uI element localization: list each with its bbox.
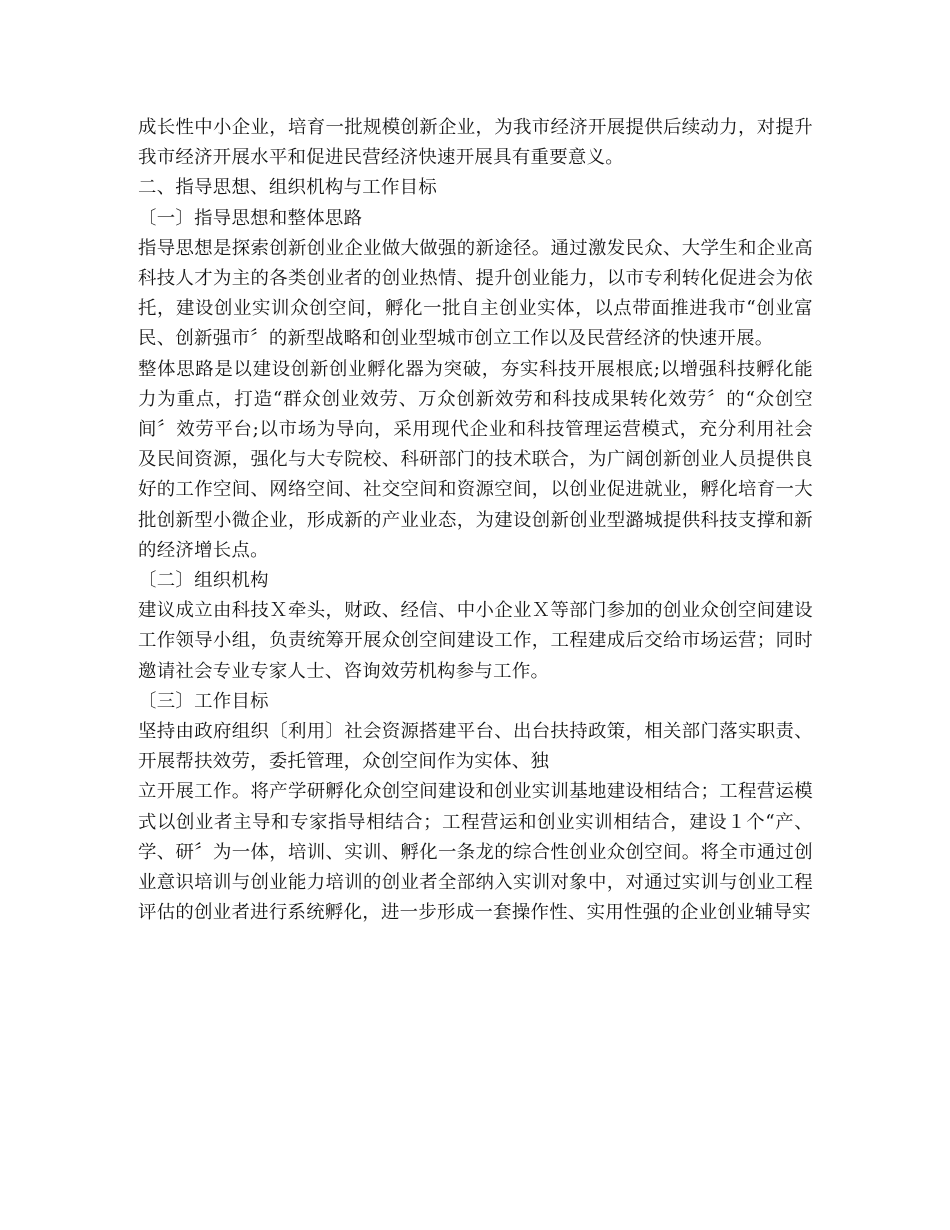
paragraph-intro-continuation: 成长性中小企业，培育一批规模创新企业，为我市经济开展提供后续动力，对提升我市经济开展水平和促进民营经济快速开展具有重要意义。 <box>138 117 813 169</box>
paragraph-work-goals-part1: 坚持由政府组织〔利用〕社会资源搭建平台、出台扶持政策，相关部门落实职责、开展帮扶效劳，委托管理，众创空间作为实体、独 <box>138 721 813 773</box>
paragraph-overall-approach: 整体思路是以建设创新创业孵化器为突破，夯实科技开展根底;以增强科技孵化能力为重点，打造“群众创业效劳、万众创新效劳和科技成果转化效劳〞的“众创空间〞效劳平台;以市场为导向，采用现代企业和科技管理运营模式，充分利用社会及民间资源，强化与大专院校、科研部门的技术联合，为广阔创新创业人员提供良好的工作空间、网络空间、社交空间和资源空间，以创业促进就业，孵化培育一大批创新型小微企业，形成新的产业业态，为建设创新创业型潞城提供科技支撑和新的经济增长点。 <box>138 358 813 561</box>
subheading-work-goals: 〔三〕工作目标 <box>138 690 269 712</box>
paragraph-organization: 建议成立由科技Ｘ牵头，财政、经信、中小企业Ｘ等部门参加的创业众创空间建设工作领导小组，负责统筹开展众创空间建设工作，工程建成后交给市场运营；同时邀请社会专业专家人士、咨询效劳机构参与工作。 <box>138 600 813 682</box>
document-body <box>138 113 813 928</box>
subheading-organization: 〔二〕组织机构 <box>138 570 269 592</box>
paragraph-guiding-thought: 指导思想是探索创新创业企业做大做强的新途径。通过激发民众、大学生和企业高科技人才为主的各类创业者的创业热情、提升创业能力，以市专利转化促进会为依托，建设创业实训众创空间，孵化一批自主创业实体，以点带面推进我市“创业富民、创新强市〞的新型战略和创业型城市创立工作以及民营经济的快速开展。 <box>138 237 813 350</box>
paragraph-work-goals-part2: 立开展工作。将产学研孵化众创空间建设和创业实训基地建设相结合；工程营运模式以创业者主导和专家指导相结合；工程营运和创业实训相结合，建设１个“产、学、研〞为一体，培训、实训、孵化一条龙的综合性创业众创空间。将全市通过创业意识培训与创业能力培训的创业者全部纳入实训对象中，对通过实训与创业工程评估的创业者进行系统孵化，进一步形成一套操作性、实用性强的企业创业辅导实 <box>138 781 813 924</box>
section-heading-two: 二、指导思想、组织机构与工作目标 <box>138 177 438 199</box>
subheading-guiding-thought: 〔一〕指导思想和整体思路 <box>138 207 363 229</box>
